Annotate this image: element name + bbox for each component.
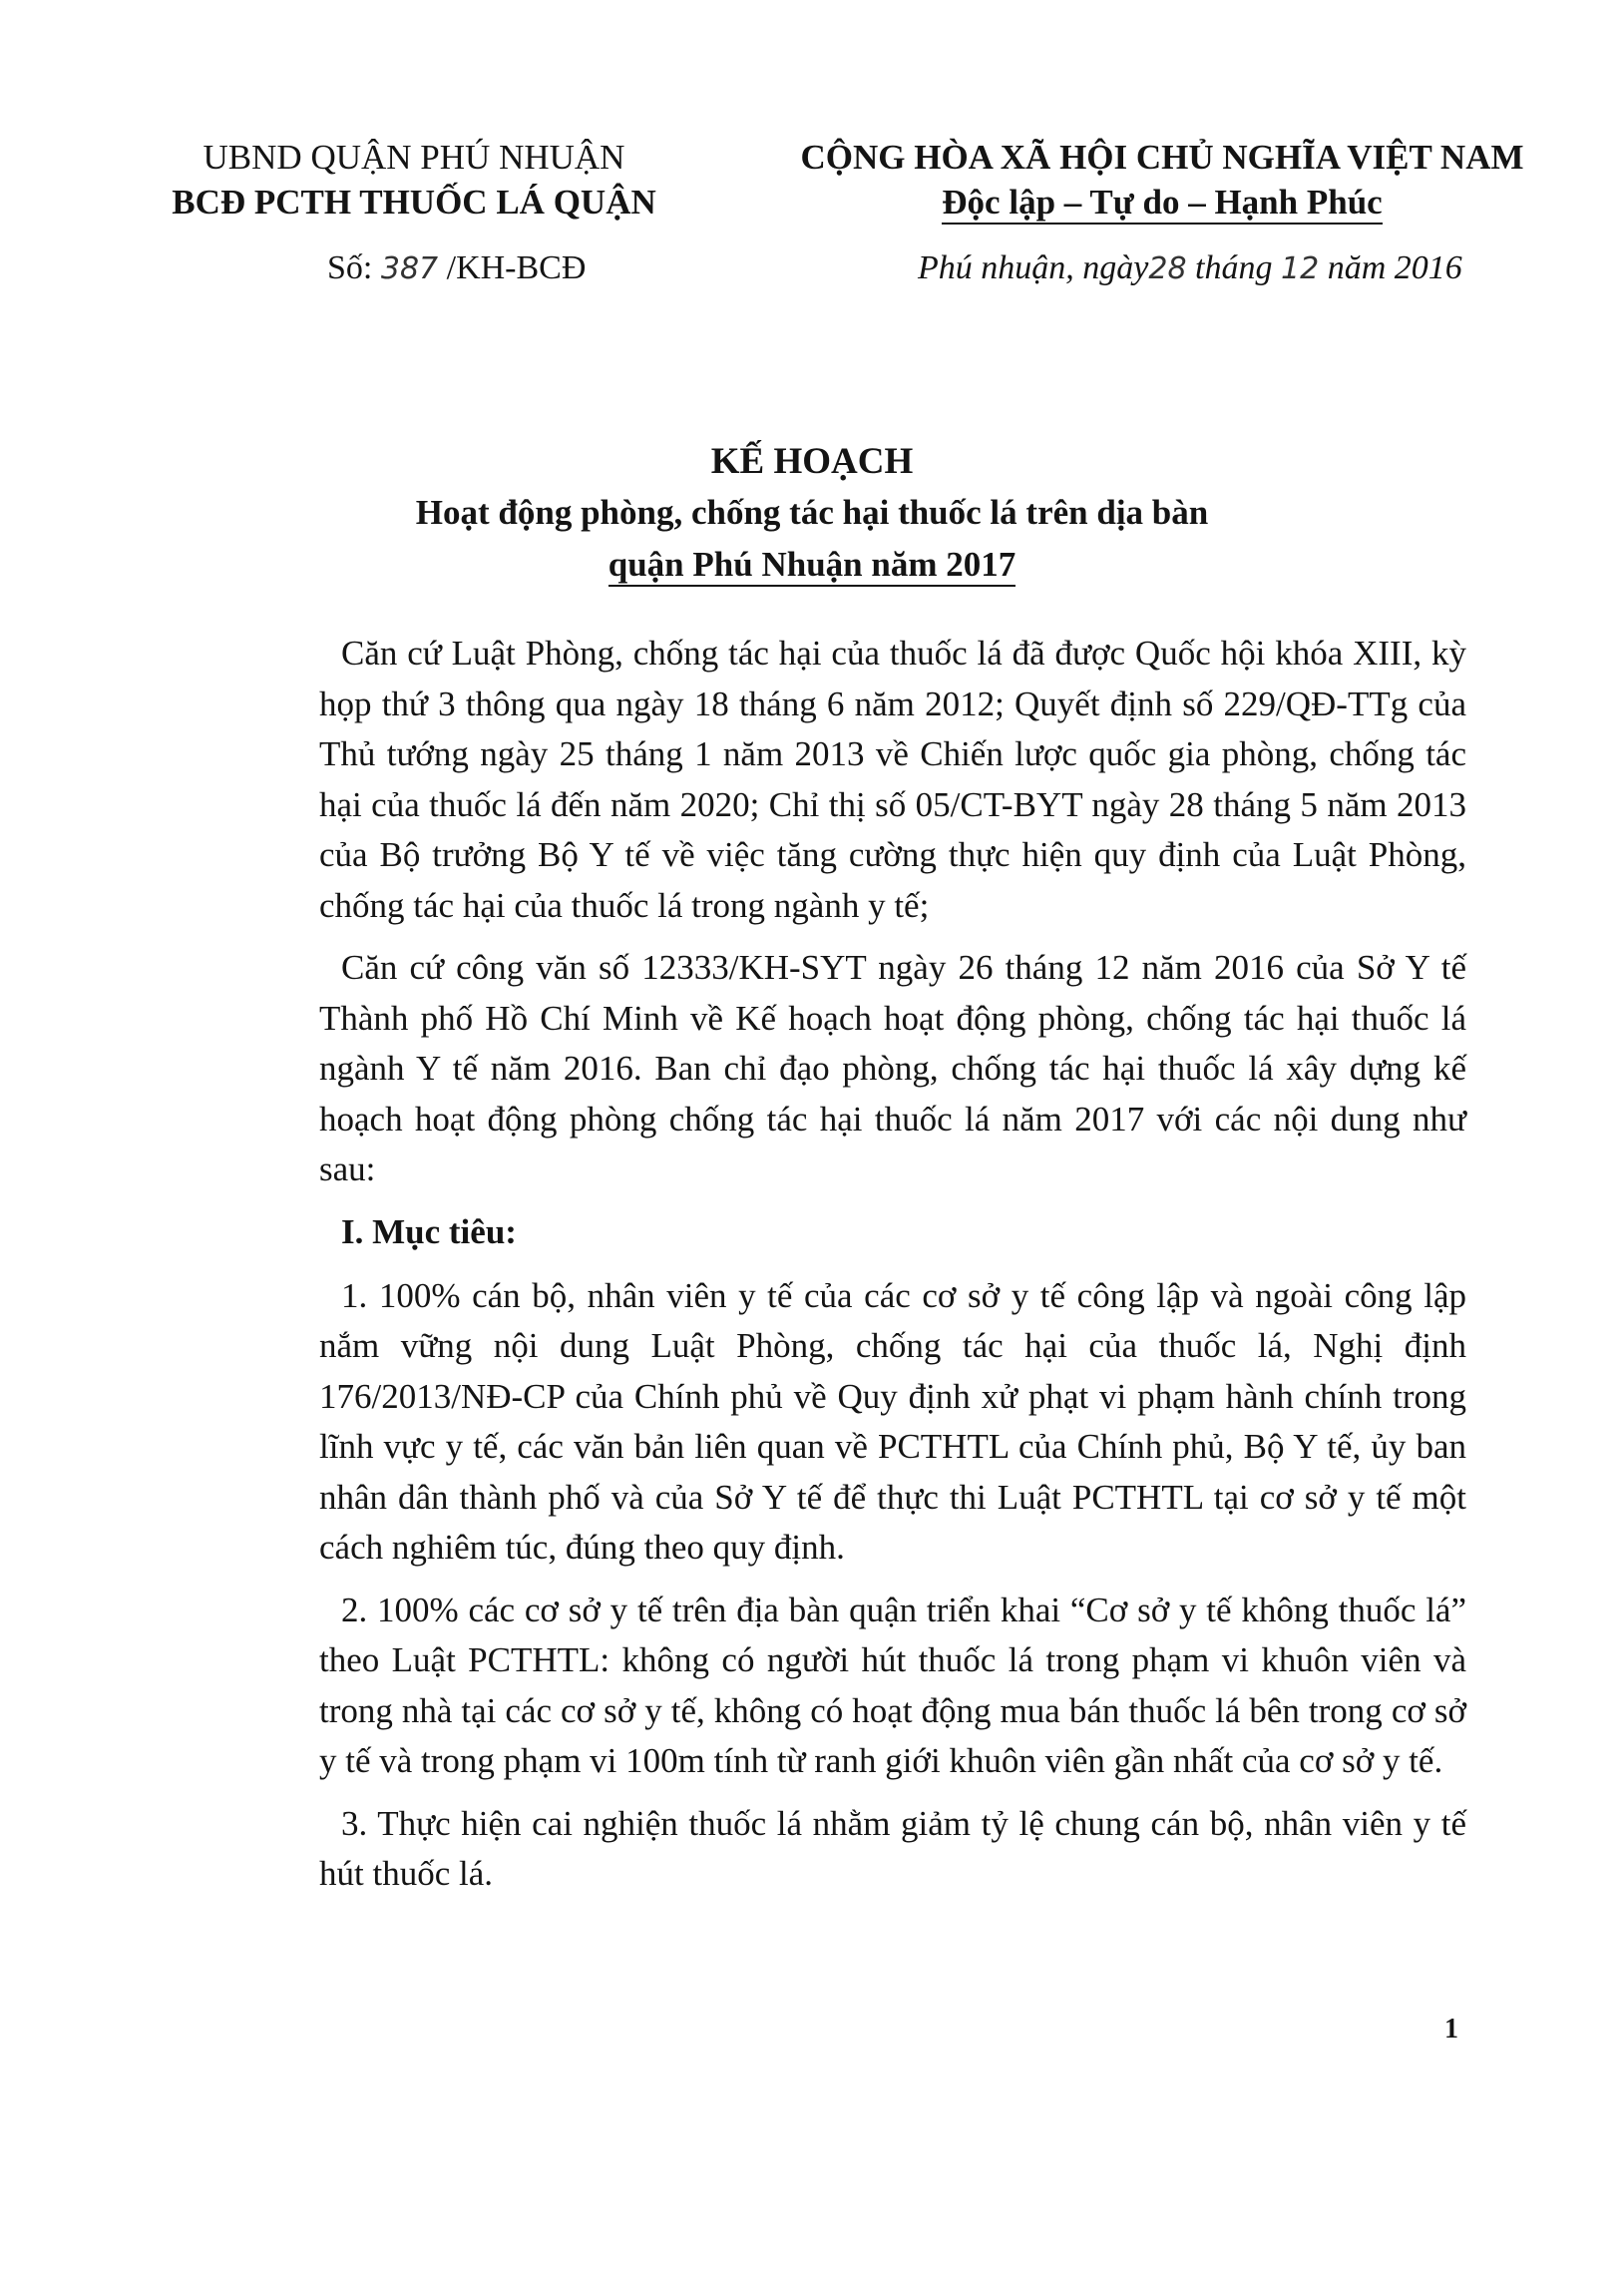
document-subtitle-line-1: Hoạt động phòng, chống tác hại thuốc lá trên dịa bàn xyxy=(415,493,1209,532)
paragraph-legal-basis-2: Căn cứ công văn số 12333/KH-SYT ngày 26 tháng 12 năm 2016 của Sở Y tế Thành phố Hồ Chí Minh về Kế hoạch hoạt động phòng, chống tác hại thuốc lá ngành Y tế năm 2016. Ban chỉ đạo phòng, chống tác hại thuốc lá xây dựng kế hoạch hoạt động phòng chống tác hại thuốc lá năm 2017 với các nội dung như sau: xyxy=(319,948,1466,1188)
agency-line-2: BCĐ PCTH THUỐC LÁ QUẬN xyxy=(172,183,656,222)
document-subtitle-line-2-text: quận Phú Nhuận năm 2017 xyxy=(609,545,1016,587)
document-number xyxy=(327,249,586,287)
doc-number-prefix: Số: xyxy=(327,249,373,286)
objective-item-3: 3. Thực hiện cai nghiện thuốc lá nhằm giảm tỷ lệ chung cán bộ, nhân viên y tế hút thuốc lá. xyxy=(319,1803,1466,1893)
date-month-label: tháng xyxy=(1195,249,1273,286)
issue-date xyxy=(918,249,1462,287)
section-heading-objectives: I. Mục tiêu: xyxy=(341,1211,517,1251)
date-month-handwritten: 12 xyxy=(1281,251,1320,286)
objective-item-1: 1. 100% cán bộ, nhân viên y tế của các cơ sở y tế công lập và ngoài công lập nắm vững nội dung Luật Phòng, chống tác hại của thuốc lá, Nghị định 176/2013/NĐ-CP của Chính phủ về Quy định xử phạt vi phạm hành chính trong lĩnh vực y tế, các văn bản liên quan về PCTHTL của Chính phủ, Bộ Y tế, ủy ban nhân dân thành phố và của Sở Y tế để thực thi Luật PCTHTL tại cơ sở y tế một cách nghiêm túc, đúng theo quy định. xyxy=(319,1275,1466,1567)
page-number: 1 xyxy=(1444,2014,1458,2045)
national-name: CỘNG HÒA XÃ HỘI CHỦ NGHĨA VIỆT NAM xyxy=(800,138,1524,177)
document-subtitle-line-2 xyxy=(0,539,1624,591)
doc-number-handwritten: 387 xyxy=(380,251,439,286)
national-header-block xyxy=(763,135,1561,225)
issuing-agency-block xyxy=(165,135,663,225)
date-year: năm 2016 xyxy=(1327,249,1462,286)
national-motto xyxy=(763,180,1561,225)
document-title-block xyxy=(0,437,1624,591)
objective-item-2: 2. 100% các cơ sở y tế trên địa bàn quận triển khai “Cơ sở y tế không thuốc lá” theo Luật PCTHTL: không có người hút thuốc lá trong phạm vi khuôn viên và trong nhà tại các cơ sở y tế, không có hoạt động mua bán thuốc lá bên trong cơ sở y tế và trong phạm vi 100m tính từ ranh giới khuôn viên gần nhất của cơ sở y tế. xyxy=(319,1590,1466,1780)
document-title: KẾ HOẠCH xyxy=(710,441,914,482)
date-place: Phú nhuận, ngày xyxy=(918,249,1149,286)
agency-line-1: UBND QUẬN PHÚ NHUẬN xyxy=(203,138,625,177)
paragraph-legal-basis-1: Căn cứ Luật Phòng, chống tác hại của thuốc lá đã được Quốc hội khóa XIII, kỳ họp thứ 3 thông qua ngày 18 tháng 6 năm 2012; Quyết định số 229/QĐ-TTg của Thủ tướng ngày 25 tháng 1 năm 2013 về Chiến lược quốc gia phòng, chống tác hại của thuốc lá đến năm 2020; Chỉ thị số 05/CT-BYT ngày 28 tháng 5 năm 2013 của Bộ trưởng Bộ Y tế về việc tăng cường thực hiện quy định của Luật Phòng, chống tác hại của thuốc lá trong ngành y tế; xyxy=(319,634,1466,925)
national-motto-text: Độc lập – Tự do – Hạnh Phúc xyxy=(942,183,1382,225)
doc-number-suffix: /KH-BCĐ xyxy=(446,249,587,286)
document-body xyxy=(319,629,1466,1912)
date-day-handwritten: 28 xyxy=(1148,251,1187,286)
